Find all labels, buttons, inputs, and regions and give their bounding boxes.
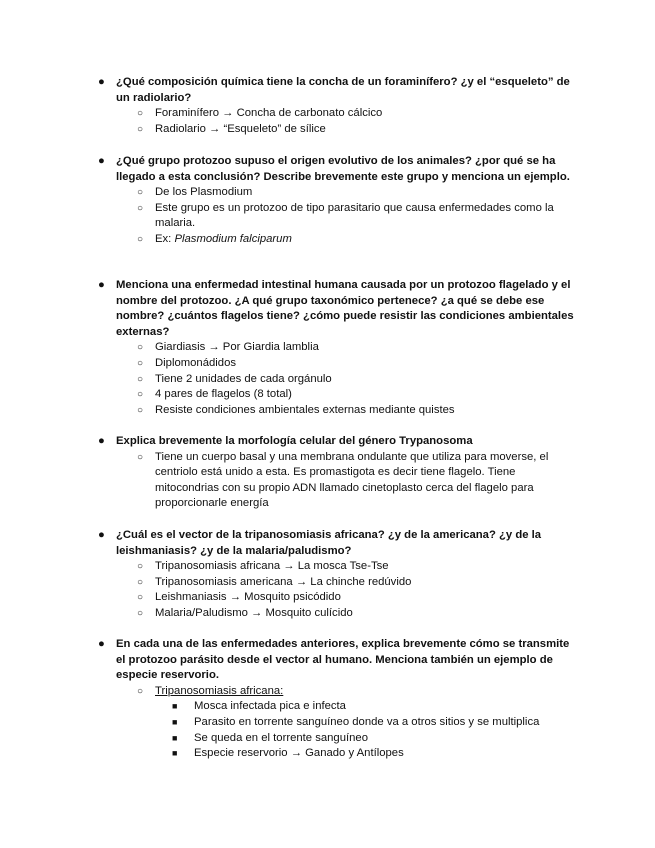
square-bullet-icon: ■	[172, 748, 178, 759]
circle-bullet-icon: ○	[137, 685, 144, 697]
answer-item: ○ Tripanosomiasis americana → La chinche redúvido	[98, 575, 580, 591]
question-block-3	[98, 278, 580, 418]
answer-item: ○ Este grupo es un protozoo de tipo parasitario que causa enfermedades como la malaria.	[137, 201, 554, 230]
question-text: Menciona una enfermedad intestinal humana causada por un protozoo flagelado y el nombre del protozoo. ¿A qué grupo taxonómico pertenece? ¿a qué se debe ese nombre? ¿cuántos flagelos tiene? ¿cómo puede resistir las condiciones ambientales externas?	[116, 279, 574, 338]
circle-bullet-icon: ○	[137, 576, 144, 588]
square-bullet-icon: ■	[172, 716, 178, 727]
detail-item: ■ Especie reservorio → Ganado y Antílopes	[98, 746, 580, 762]
answer-item: ○ Foraminífero → Concha de carbonato cálcico	[98, 106, 580, 122]
answer-item: ○ Resiste condiciones ambientales externas mediante quistes	[98, 403, 580, 419]
bullet-icon: ●	[98, 529, 105, 541]
answer-item: ○ De los Plasmodium	[98, 185, 580, 201]
bullet-icon: ●	[98, 435, 105, 447]
bullet-icon: ●	[98, 155, 105, 167]
question-text: ¿Cuál es el vector de la tripanosomiasis africana? ¿y de la americana? ¿y de la leishmaniasis? ¿y de la malaria/paludismo?	[116, 529, 542, 557]
circle-bullet-icon: ○	[137, 202, 144, 214]
circle-bullet-icon: ○	[137, 342, 144, 354]
question-6	[98, 637, 580, 684]
square-bullet-icon: ■	[172, 701, 178, 712]
detail-item: ■ Parasito en torrente sanguíneo donde va a otros sitios y se multiplica	[98, 715, 580, 731]
detail-item: ■ Se queda en el torrente sanguíneo	[98, 731, 580, 747]
circle-bullet-icon: ○	[137, 561, 144, 573]
circle-bullet-icon: ○	[137, 451, 144, 463]
circle-bullet-icon: ○	[137, 233, 144, 245]
circle-bullet-icon: ○	[137, 592, 144, 604]
answer-item: ○ Leishmaniasis → Mosquito psicódido	[98, 590, 580, 606]
circle-bullet-icon: ○	[137, 389, 144, 401]
circle-bullet-icon: ○	[137, 373, 144, 385]
question-text: ¿Qué grupo protozoo supuso el origen evolutivo de los animales? ¿por qué se ha llegado a esta conclusión? Describe brevemente este grupo y menciona un ejemplo.	[116, 155, 570, 183]
answer-item: ○ Radiolario → “Esqueleto” de sílice	[98, 122, 580, 138]
question-text: ¿Qué composición química tiene la concha de un foraminífero? ¿y el “esqueleto” de un radiolario?	[116, 76, 570, 104]
answer-item: ○ Malaria/Paludismo → Mosquito culícido	[98, 606, 580, 622]
square-bullet-icon: ■	[172, 732, 178, 743]
question-block-4	[98, 434, 580, 512]
circle-bullet-icon: ○	[137, 357, 144, 369]
answer-item: ○ Tripanosomiasis africana → La mosca Tse-Tse	[98, 559, 580, 575]
answer-item: ○ Tiene un cuerpo basal y una membrana ondulante que utiliza para moverse, el centriolo está unido a esta. Es promastigota es decir tiene flagelo. Tiene mitocondrias con su propio ADN llamado cinetoplasto cerca del flagelo para proporcionarle energía	[137, 450, 549, 510]
answer-item: ○ Giardiasis → Por Giardia lamblia	[98, 340, 580, 356]
question-block-5	[98, 528, 580, 622]
bullet-icon: ●	[98, 638, 105, 650]
species-name: Plasmodium falciparum	[174, 232, 292, 245]
question-3	[98, 278, 580, 340]
question-2	[98, 154, 580, 185]
circle-bullet-icon: ○	[137, 404, 144, 416]
answer-item: ○ Tiene 2 unidades de cada orgánulo	[98, 372, 580, 388]
answer-subheading: ○ Tripanosomiasis africana:	[98, 684, 580, 700]
circle-bullet-icon: ○	[137, 607, 144, 619]
answer-item: ○ Diplomonádidos	[98, 356, 580, 372]
circle-bullet-icon: ○	[137, 123, 144, 135]
circle-bullet-icon: ○	[137, 108, 144, 120]
question-block-6	[98, 637, 580, 762]
circle-bullet-icon: ○	[137, 187, 144, 199]
answer-item: ○ 4 pares de flagelos (8 total)	[98, 387, 580, 403]
question-block-1	[98, 75, 580, 137]
question-4	[98, 434, 580, 450]
question-1	[98, 75, 580, 106]
bullet-icon: ●	[98, 279, 105, 291]
question-5	[98, 528, 580, 559]
question-text: En cada una de las enfermedades anteriores, explica brevemente cómo se transmite el protozoo parásito desde el vector al humano. Menciona también un ejemplo de especie reservorio.	[116, 638, 570, 682]
detail-item: ■ Mosca infectada pica e infecta	[98, 699, 580, 715]
answer-item-example: ○ Ex: Plasmodium falciparum	[98, 232, 580, 248]
bullet-icon: ●	[98, 76, 105, 88]
question-block-2	[98, 154, 580, 248]
question-text: Explica brevemente la morfología celular del género Trypanosoma	[116, 435, 473, 447]
